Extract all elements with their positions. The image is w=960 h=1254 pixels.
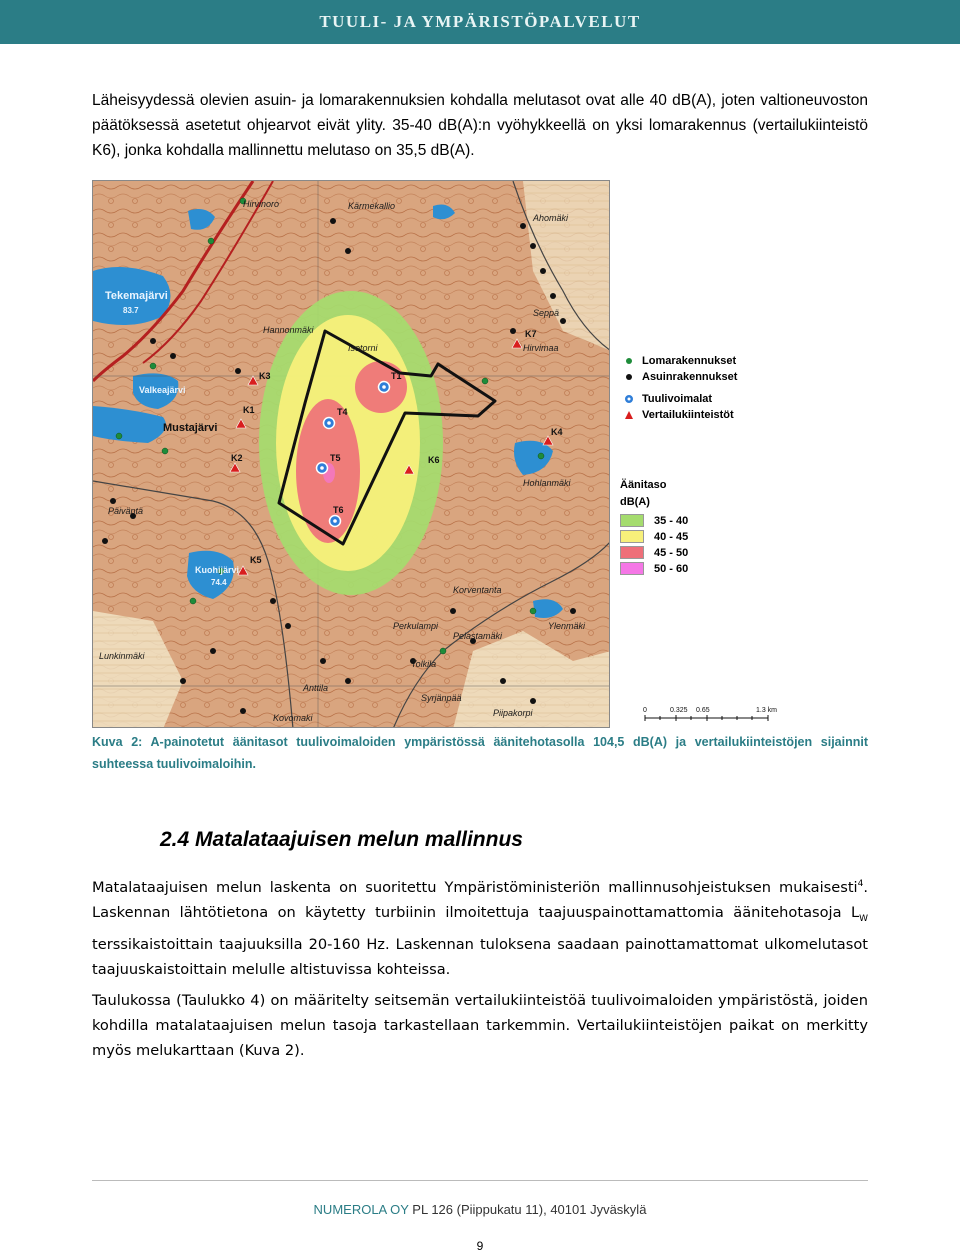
legend-title: Äänitaso xyxy=(620,479,667,491)
footer xyxy=(0,1202,960,1217)
place-label: Hohlanmäki xyxy=(523,478,571,488)
place-label: Seppä xyxy=(533,308,560,318)
place-label: Hirvinoro xyxy=(243,199,280,209)
scale-tick-label: 1.3 km xyxy=(756,707,778,714)
place-label: Ylenmäki xyxy=(548,621,586,631)
legend-item-turbines: Tuulivoimalat xyxy=(620,393,712,405)
place-label: Anttila xyxy=(303,683,329,693)
footnote-ref: 4 xyxy=(857,879,864,889)
map-legend xyxy=(620,355,790,585)
legend-unit: dB(A) xyxy=(620,496,650,508)
legend-class-50-60: 50 - 60 xyxy=(620,562,688,575)
reference-label: K3 xyxy=(259,371,271,381)
place-label: Lunkinmäki xyxy=(99,651,145,661)
place-label: Isotorni xyxy=(348,343,378,353)
place-label: Hirvimaa xyxy=(523,343,559,353)
page-number: 9 xyxy=(476,1239,484,1253)
reference-label: K2 xyxy=(231,453,243,463)
section-paragraph-1: Matalataajuisen melun laskenta on suoritettu Ympäristöministeriön mallinnusohjeistuksen mukaisesti$^4$. Laskennan lähtötietona on käytetty turbiinin ilmoitettuja taajuuspainottamattomia äänitehotasoja $L_W$ terssikaistoittain taajuuksilla 20-160 Hz. Laskennan tuloksena saadaan painottamattomat ulkomelutasot taajuuskaistoittain melulle altistuvissa kohteissa. xyxy=(92,878,868,978)
turbine-label: T1 xyxy=(391,371,402,381)
turbine-T4 xyxy=(324,418,335,429)
legend-item-residential: Asuinrakennukset xyxy=(620,371,737,383)
scale-tick-label: 0.65 xyxy=(696,707,710,714)
legend-class-45-50: 45 - 50 xyxy=(620,546,688,559)
section-paragraph-2: Taulukossa (Taulukko 4) on määritelty seitsemän vertailukiinteistöä tuulivoimaloiden ympäristöstä, joiden kohdilla matalataajuisen melun tasoja tarkastellaan tarkemmin. Vertailukiinteistöjen paikat on merkitty myös melukarttaan (Kuva 2). xyxy=(92,992,868,1059)
reference-label: K4 xyxy=(551,427,563,437)
figure-caption: Kuva 2: A-painotetut äänitasot tuulivoimaloiden ympäristössä äänitehotasolla 104,5 dB(A) ja vertailukiinteistöjen sijainnit suhteessa tuulivoimaloihin. xyxy=(92,735,868,771)
place-label: Kovomaki xyxy=(273,713,313,723)
header-bar xyxy=(0,0,960,44)
place-label: Kärmekallio xyxy=(348,201,396,211)
lake-label: 74.4 xyxy=(211,578,227,587)
green-dot-icon xyxy=(626,358,632,364)
lake-label: Tekemajärvi xyxy=(105,290,168,302)
lake-label: Kuohijärvi xyxy=(195,565,240,575)
legend-item-reference: Vertailukiinteistöt xyxy=(620,409,734,421)
reference-label: K7 xyxy=(525,329,537,339)
scale-tick-label: 0.325 xyxy=(670,707,688,714)
turbine-icon xyxy=(623,393,635,405)
legend-class-40-45: 40 - 45 xyxy=(620,530,688,543)
place-label: Ahomäki xyxy=(533,213,569,223)
place-label: Piipakorpi xyxy=(493,708,533,718)
black-dot-icon xyxy=(626,374,632,380)
place-label: Syrjänpää xyxy=(421,693,462,703)
place-label: Perkulampi xyxy=(393,621,439,631)
scale-tick-label: 0 xyxy=(643,707,647,714)
scale-bar xyxy=(642,704,792,728)
place-label: Korventanta xyxy=(453,585,502,595)
noise-map xyxy=(92,180,610,728)
red-triangle-icon xyxy=(624,410,634,420)
footer-company: NUMEROLA OY xyxy=(313,1202,409,1217)
intro-paragraph: Läheisyydessä olevien asuin- ja lomarakennuksien kohdalla melutasot ovat alle 40 dB(A), joten valtioneuvoston päätöksessä asetetut ohjearvot eivät ylity. 35-40 dB(A):n vyöhykkeellä on yksi lomarakennus (vertailukiinteistö K6), jonka kohdalla mallinnettu melutaso on 35,5 dB(A). xyxy=(92,92,868,159)
legend-item-holiday: Lomarakennukset xyxy=(620,355,736,367)
turbine-label: T5 xyxy=(330,453,341,463)
turbine-label: T4 xyxy=(337,407,348,417)
reference-label: K1 xyxy=(243,405,255,415)
reference-label: K6 xyxy=(428,455,440,465)
header-title: TUULI- JA YMPÄRISTÖPALVELUT xyxy=(319,12,641,31)
place-label: Hannonmäki xyxy=(263,325,314,335)
turbine-T6 xyxy=(330,516,341,527)
lake-label: 83.7 xyxy=(123,306,139,315)
footer-address: PL 126 (Piippukatu 11), 40101 Jyväskylä xyxy=(408,1202,647,1217)
section-heading: 2.4 Matalataajuisen melun mallinnus xyxy=(160,828,523,851)
turbine-T5 xyxy=(317,463,328,474)
reference-label: K5 xyxy=(250,555,262,565)
turbine-T1 xyxy=(379,382,390,393)
place-label: Tolkila xyxy=(411,659,437,669)
noise-map-figure xyxy=(92,180,792,728)
legend-class-35-40: 35 - 40 xyxy=(620,514,688,527)
place-label: Päiväntä xyxy=(108,506,144,516)
turbine-label: T6 xyxy=(333,505,344,515)
lake-label: Valkeajärvi xyxy=(139,385,186,395)
footer-divider xyxy=(92,1180,868,1181)
place-label: Pelastamäki xyxy=(453,631,503,641)
lake-label: Mustajärvi xyxy=(163,422,218,434)
